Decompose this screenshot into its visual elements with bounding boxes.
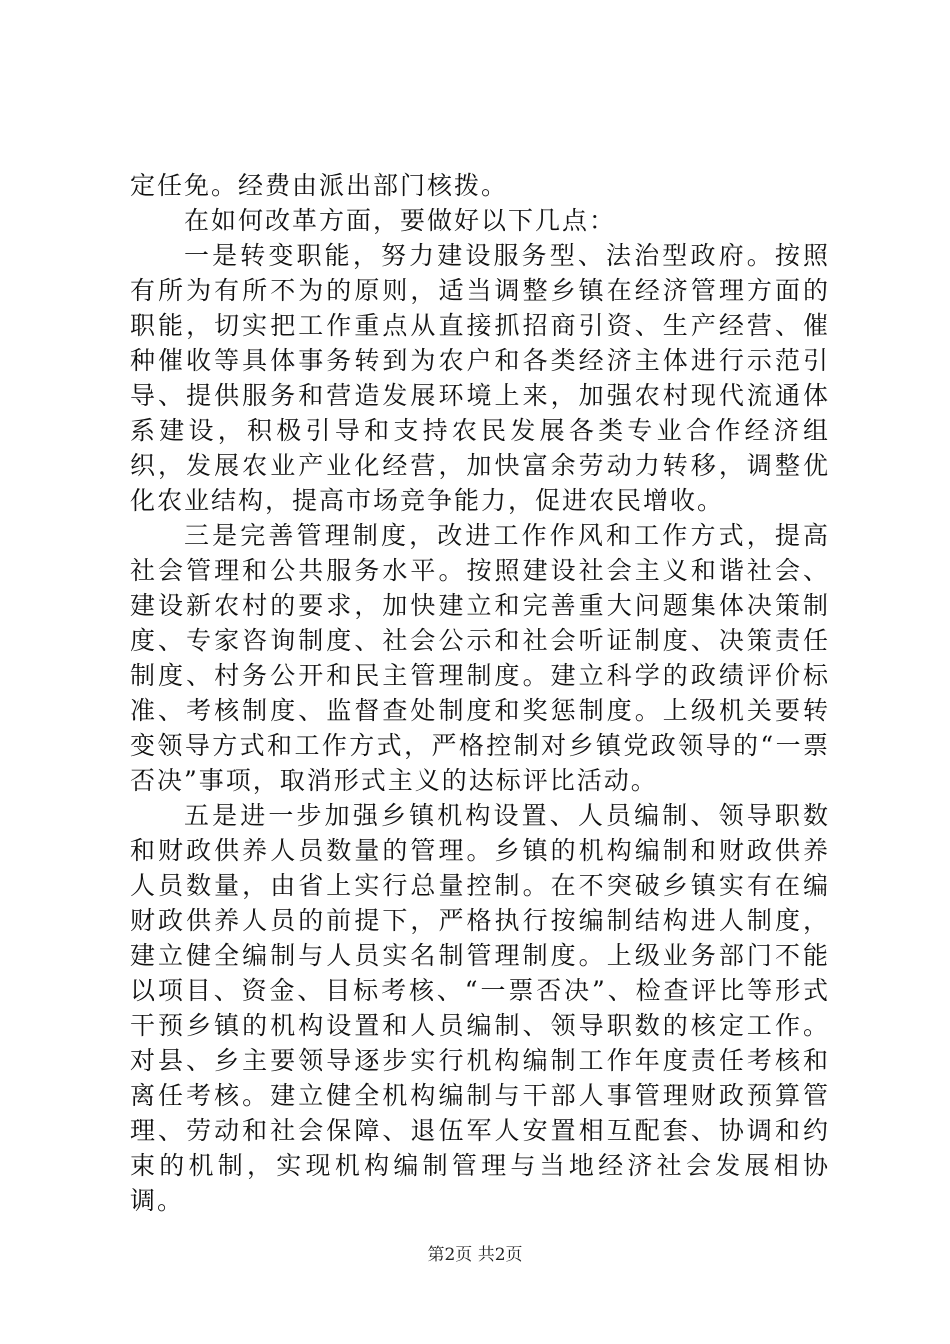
paragraph-continuation: 定任免。经费由派出部门核拨。 bbox=[130, 171, 509, 200]
paragraph-intro: 在如何改革方面，要做好以下几点： bbox=[184, 206, 617, 235]
paragraph-point-one: 一是转变职能，努力建设服务型、法治型政府。按照有所为有所不为的原则，适当调整乡镇在经济管理方面的职能，切实把工作重点从直接抓招商引资、生产经营、催种催收等具体事务转到为农户和各类经济主体进行示范引导、提供服务和营造发展环境上来，加强农村现代流通体系建设，积极引导和支持农民发展各类专业合作经济组织，发展农业产业化经营，加快富余劳动力转移，调整优化农业结构，提高市场竞争能力，促进农民增收。 bbox=[130, 241, 830, 515]
paragraph-point-three: 三是完善管理制度，改进工作作风和工作方式，提高社会管理和公共服务水平。按照建设社会主义和谐社会、建设新农村的要求，加快建立和完善重大问题集体决策制度、专家咨询制度、社会公示和社会听证制度、决策责任制度、村务公开和民主管理制度。建立科学的政绩评价标准、考核制度、监督查处制度和奖惩制度。上级机关要转变领导方式和工作方式，严格控制对乡镇党政领导的“一票否决”事项，取消形式主义的达标评比活动。 bbox=[130, 521, 830, 795]
document-body bbox=[130, 168, 830, 1218]
paragraph-point-five: 五是进一步加强乡镇机构设置、人员编制、领导职数和财政供养人员数量的管理。乡镇的机构编制和财政供养人员数量，由省上实行总量控制。在不突破乡镇实有在编财政供养人员的前提下，严格执行按编制结构进人制度，建立健全编制与人员实名制管理制度。上级业务部门不能以项目、资金、目标考核、“一票否决”、检查评比等形式干预乡镇的机构设置和人员编制、领导职数的核定工作。对县、乡主要领导逐步实行机构编制工作年度责任考核和离任考核。建立健全机构编制与干部人事管理财政预算管理、劳动和社会保障、退伍军人安置相互配套、协调和约束的机制，实现机构编制管理与当地经济社会发展相协调。 bbox=[130, 801, 830, 1215]
page-number-footer: 第2页 共2页 bbox=[427, 1245, 523, 1265]
